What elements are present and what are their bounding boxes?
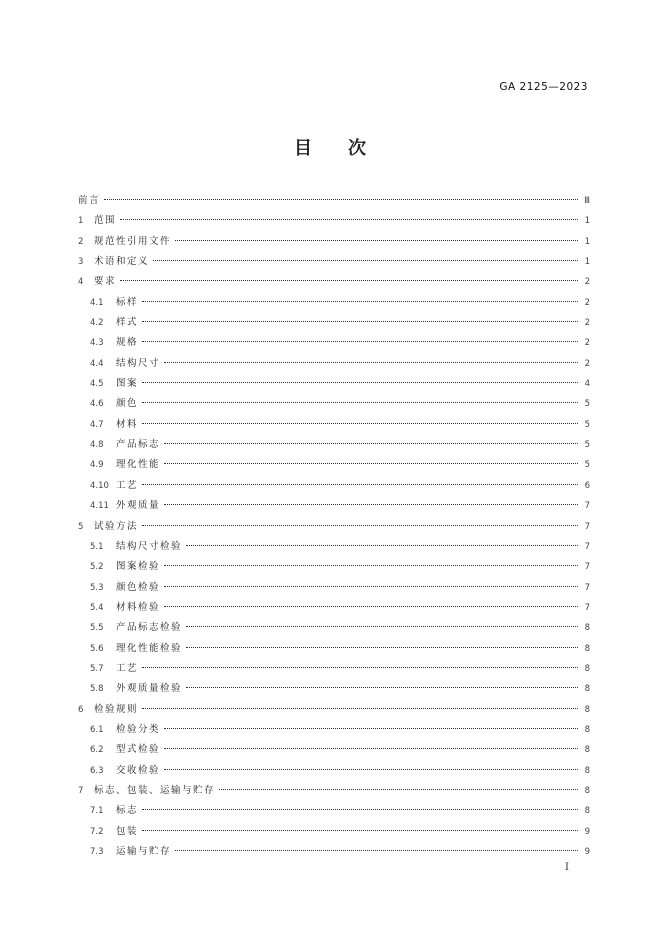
toc-dot-leader bbox=[153, 260, 578, 261]
toc-entry-number: 7.3 bbox=[90, 847, 104, 857]
toc-entry-number: 7.2 bbox=[90, 826, 104, 837]
toc-dot-leader bbox=[164, 728, 578, 729]
toc-entry[interactable] bbox=[78, 476, 590, 496]
toc-entry-number: 5.6 bbox=[90, 643, 104, 654]
toc-entry-page: 7 bbox=[584, 582, 590, 593]
toc-dot-leader bbox=[164, 362, 578, 363]
toc-dot-leader bbox=[164, 463, 578, 464]
toc-dot-leader bbox=[142, 341, 578, 342]
toc-entry[interactable] bbox=[78, 842, 590, 862]
toc-entry[interactable] bbox=[78, 232, 590, 252]
toc-entry-page: 8 bbox=[584, 724, 590, 735]
toc-entry[interactable] bbox=[78, 191, 590, 211]
toc-entry[interactable] bbox=[78, 700, 590, 720]
toc-entry-page: 2 bbox=[584, 297, 590, 308]
toc-entry-page: 8 bbox=[584, 684, 590, 695]
toc-dot-leader bbox=[186, 545, 578, 546]
toc-entry[interactable] bbox=[78, 517, 590, 537]
toc-entry-number: 5.5 bbox=[90, 623, 104, 634]
toc-entry-number: 5.4 bbox=[90, 602, 104, 613]
toc-entry-number: 4.10 bbox=[90, 480, 109, 491]
toc-entry-label: 理化性能检验 bbox=[116, 642, 183, 654]
toc-entry-label: 包装 bbox=[116, 825, 139, 837]
toc-entry-page: 9 bbox=[584, 847, 590, 857]
toc-dot-leader bbox=[142, 484, 578, 485]
toc-entry-page: 8 bbox=[584, 765, 590, 776]
toc-entry[interactable] bbox=[78, 659, 590, 679]
toc-entry-number: 5.8 bbox=[90, 684, 104, 695]
toc-entry[interactable] bbox=[78, 618, 590, 638]
toc-entry-number: 4.4 bbox=[90, 358, 104, 369]
toc-dot-leader bbox=[164, 748, 578, 749]
toc-entry-label: 要求 bbox=[94, 276, 117, 288]
toc-entry[interactable] bbox=[78, 354, 590, 374]
toc-entry-label: 范围 bbox=[94, 215, 117, 227]
toc-dot-leader bbox=[186, 647, 578, 648]
toc-entry-page: 2 bbox=[584, 358, 590, 369]
toc-entry-page: 5 bbox=[584, 440, 590, 451]
toc-dot-leader bbox=[142, 830, 578, 831]
toc-entry[interactable] bbox=[78, 822, 590, 842]
toc-dot-leader bbox=[142, 423, 578, 424]
toc-entry-page: 5 bbox=[584, 460, 590, 471]
toc-dot-leader bbox=[164, 504, 578, 505]
toc-entry-page: 6 bbox=[584, 480, 590, 491]
toc-entry[interactable] bbox=[78, 394, 590, 414]
toc-dot-leader bbox=[120, 280, 578, 281]
toc-entry-number: 6.2 bbox=[90, 745, 104, 756]
toc-entry-number: 5.7 bbox=[90, 663, 104, 674]
toc-entry-label: 产品标志检验 bbox=[116, 622, 183, 634]
toc-entry-label: 工艺 bbox=[116, 662, 139, 674]
toc-entry-page: 8 bbox=[584, 643, 590, 654]
toc-dot-leader bbox=[142, 525, 578, 526]
toc-entry-page: 5 bbox=[584, 419, 590, 430]
toc-entry-page: 7 bbox=[584, 562, 590, 573]
toc-entry-number: 4.1 bbox=[90, 297, 104, 308]
toc-entry-number: 5.1 bbox=[90, 541, 104, 552]
toc-entry[interactable] bbox=[78, 415, 590, 435]
title-char-1: 目 bbox=[294, 138, 314, 159]
toc-entry-number: 4.11 bbox=[90, 501, 109, 512]
toc-entry-label: 图案 bbox=[116, 378, 139, 390]
toc-entry-number: 2 bbox=[78, 236, 84, 247]
toc-entry-label: 结构尺寸 bbox=[116, 357, 161, 369]
toc-entry-number: 1 bbox=[78, 216, 84, 227]
toc-entry-number: 4.7 bbox=[90, 419, 104, 430]
footer-page-number: I bbox=[565, 862, 569, 873]
toc-dot-leader bbox=[219, 789, 578, 790]
toc-entry-label: 工艺 bbox=[116, 479, 139, 491]
toc-entry[interactable] bbox=[78, 252, 590, 272]
toc-dot-leader bbox=[142, 382, 578, 383]
toc-entry-page: 7 bbox=[584, 541, 590, 552]
toc-entry[interactable] bbox=[78, 537, 590, 557]
toc-entry-label: 产品标志 bbox=[116, 439, 161, 451]
toc-entry-label: 运输与贮存 bbox=[116, 846, 172, 857]
toc-entry-label: 型式检验 bbox=[116, 744, 161, 756]
toc-dot-leader bbox=[164, 443, 578, 444]
toc-entry-label: 颜色检验 bbox=[116, 581, 161, 593]
toc-entry-page: 2 bbox=[584, 338, 590, 349]
toc-dot-leader bbox=[142, 708, 578, 709]
toc-entry-label: 标志、包装、运输与贮存 bbox=[94, 784, 216, 796]
toc-entry-label: 外观质量检验 bbox=[116, 683, 183, 695]
toc-entry-number: 7.1 bbox=[90, 806, 104, 817]
toc-entry-page: 8 bbox=[584, 663, 590, 674]
toc-entry-page: 7 bbox=[584, 521, 590, 532]
toc-entry-label: 试验方法 bbox=[94, 520, 139, 532]
toc-entry-label: 标样 bbox=[116, 296, 139, 308]
toc-dot-leader bbox=[120, 219, 578, 220]
toc-entry-label: 前言 bbox=[78, 195, 101, 206]
toc-entry[interactable] bbox=[78, 639, 590, 659]
toc-entry-number: 5.3 bbox=[90, 582, 104, 593]
toc-dot-leader bbox=[142, 321, 578, 322]
toc-entry-page: 8 bbox=[584, 745, 590, 756]
toc-dot-leader bbox=[142, 667, 578, 668]
toc-entry-page: 5 bbox=[584, 399, 590, 410]
toc-entry-number: 4.6 bbox=[90, 399, 104, 410]
toc-entry-label: 材料 bbox=[116, 418, 139, 430]
toc-entry-label: 检验分类 bbox=[116, 723, 161, 735]
toc-entry[interactable] bbox=[78, 272, 590, 292]
toc-entry-label: 检验规则 bbox=[94, 703, 139, 715]
toc-entry[interactable] bbox=[78, 801, 590, 821]
toc-entry[interactable] bbox=[78, 211, 590, 231]
toc-entry[interactable] bbox=[78, 720, 590, 740]
toc-dot-leader bbox=[142, 402, 578, 403]
toc-entry-page: 8 bbox=[584, 704, 590, 715]
toc-entry-label: 理化性能 bbox=[116, 459, 161, 471]
toc-entry-label: 结构尺寸检验 bbox=[116, 540, 183, 552]
toc-entry-number: 4.3 bbox=[90, 338, 104, 349]
toc-entry[interactable] bbox=[78, 333, 590, 353]
toc-dot-leader bbox=[142, 809, 578, 810]
toc-dot-leader bbox=[175, 240, 578, 241]
toc-entry-label: 规格 bbox=[116, 337, 139, 349]
toc-entry-number: 7 bbox=[78, 785, 84, 796]
toc-dot-leader bbox=[164, 606, 578, 607]
toc-dot-leader bbox=[164, 586, 578, 587]
toc-entry-number: 5 bbox=[78, 521, 84, 532]
toc-dot-leader bbox=[186, 687, 578, 688]
toc-entry-label: 样式 bbox=[116, 317, 139, 329]
toc-entry-page: 2 bbox=[584, 277, 590, 288]
toc-entry-label: 规范性引用文件 bbox=[94, 235, 172, 247]
table-of-contents bbox=[78, 191, 590, 862]
toc-entry[interactable] bbox=[78, 374, 590, 394]
toc-dot-leader bbox=[104, 199, 578, 200]
toc-entry-page: 8 bbox=[584, 623, 590, 634]
toc-entry-page: 1 bbox=[584, 257, 590, 268]
toc-entry-number: 6 bbox=[78, 704, 84, 715]
toc-dot-leader bbox=[164, 565, 578, 566]
toc-entry-page: 7 bbox=[584, 501, 590, 512]
toc-entry-label: 颜色 bbox=[116, 398, 139, 410]
toc-entry-number: 5.2 bbox=[90, 562, 104, 573]
toc-entry[interactable] bbox=[78, 598, 590, 618]
toc-entry-label: 交收检验 bbox=[116, 764, 161, 776]
title-char-2: 次 bbox=[348, 138, 368, 159]
toc-entry-page: 4 bbox=[584, 379, 590, 390]
document-code: GA 2125—2023 bbox=[499, 81, 588, 93]
toc-entry[interactable] bbox=[78, 578, 590, 598]
toc-entry-page: 9 bbox=[584, 826, 590, 837]
page-title bbox=[0, 134, 662, 160]
toc-entry-number: 4.9 bbox=[90, 460, 104, 471]
toc-entry-label: 图案检验 bbox=[116, 561, 161, 573]
toc-entry-page: 1 bbox=[584, 216, 590, 227]
toc-entry[interactable] bbox=[78, 455, 590, 475]
toc-entry-number: 6.1 bbox=[90, 724, 104, 735]
toc-entry-page: 8 bbox=[584, 785, 590, 796]
toc-entry[interactable] bbox=[78, 557, 590, 577]
toc-entry-page: 7 bbox=[584, 602, 590, 613]
toc-entry-number: 3 bbox=[78, 257, 84, 268]
toc-entry-label: 术语和定义 bbox=[94, 256, 150, 268]
toc-entry-page: 1 bbox=[584, 236, 590, 247]
toc-entry-page: 2 bbox=[584, 318, 590, 329]
toc-dot-leader bbox=[164, 769, 578, 770]
toc-entry[interactable] bbox=[78, 313, 590, 333]
toc-entry[interactable] bbox=[78, 761, 590, 781]
toc-entry-number: 4.2 bbox=[90, 318, 104, 329]
toc-entry[interactable] bbox=[78, 293, 590, 313]
toc-entry[interactable] bbox=[78, 496, 590, 516]
toc-entry-number: 6.3 bbox=[90, 765, 104, 776]
toc-entry-label: 外观质量 bbox=[116, 500, 161, 512]
toc-dot-leader bbox=[142, 301, 578, 302]
toc-entry[interactable] bbox=[78, 740, 590, 760]
toc-entry-number: 4.5 bbox=[90, 379, 104, 390]
toc-entry-number: 4 bbox=[78, 277, 84, 288]
toc-dot-leader bbox=[186, 626, 578, 627]
toc-entry-label: 材料检验 bbox=[116, 601, 161, 613]
toc-entry-page: Ⅲ bbox=[584, 196, 590, 206]
toc-entry[interactable] bbox=[78, 781, 590, 801]
toc-entry-number: 4.8 bbox=[90, 440, 104, 451]
toc-entry[interactable] bbox=[78, 435, 590, 455]
toc-dot-leader bbox=[175, 850, 578, 851]
toc-entry-label: 标志 bbox=[116, 805, 139, 817]
toc-entry-page: 8 bbox=[584, 806, 590, 817]
toc-entry[interactable] bbox=[78, 679, 590, 699]
